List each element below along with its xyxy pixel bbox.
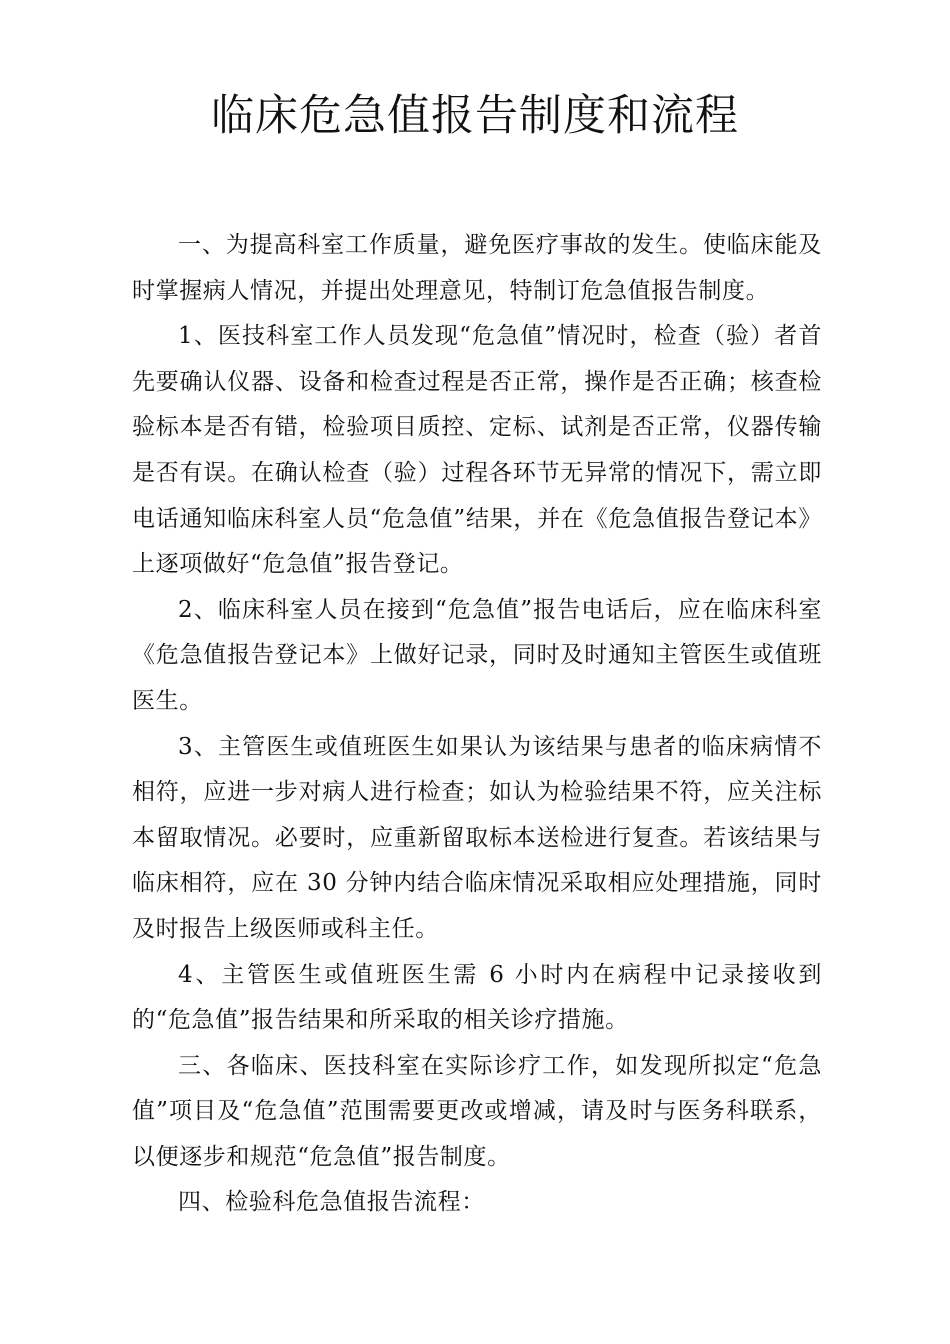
paragraph-item-3: 3、主管医生或值班医生如果认为该结果与患者的临床病情不相符，应进一步对病人进行检查；如认为检验结果不符，应关注标本留取情况。必要时，应重新留取标本送检进行复查。若该结果与临床相符，应在 30 分钟内结合临床情况采取相应处理措施，同时及时报告上级医师或科主任。 bbox=[132, 733, 822, 942]
paragraph-section-4: 四、检验科危急值报告流程： bbox=[178, 1189, 485, 1216]
paragraph-item-2: 2、临床科室人员在接到“危急值”报告电话后，应在临床科室《危急值报告登记本》上做好记录，同时及时通知主管医生或值班医生。 bbox=[132, 596, 822, 714]
document-title: 临床危急值报告制度和流程 bbox=[211, 91, 739, 141]
paragraph-item-4: 4、主管医生或值班医生需 6 小时内在病程中记录接收到的“危急值”报告结果和所采取的相关诊疗措施。 bbox=[132, 961, 822, 1034]
document-body bbox=[132, 223, 822, 1226]
paragraph-item-1: 1、医技科室工作人员发现“危急值”情况时，检查（验）者首先要确认仪器、设备和检查过程是否正常，操作是否正确；核查检验标本是否有错，检验项目质控、定标、试剂是否正常，仪器传输是否有误。在确认检查（验）过程各环节无异常的情况下，需立即电话通知临床科室人员“危急值”结果，并在《危急值报告登记本》上逐项做好“危急值”报告登记。 bbox=[132, 323, 822, 578]
paragraph-intro: 一、为提高科室工作质量，避免医疗事故的发生。使临床能及时掌握病人情况，并提出处理意见，特制订危急值报告制度。 bbox=[132, 232, 822, 304]
paragraph-section-3: 三、各临床、医技科室在实际诊疗工作，如发现所拟定“危急值”项目及“危急值”范围需要更改或增减，请及时与医务科联系，以便逐步和规范“危急值”报告制度。 bbox=[132, 1052, 822, 1170]
